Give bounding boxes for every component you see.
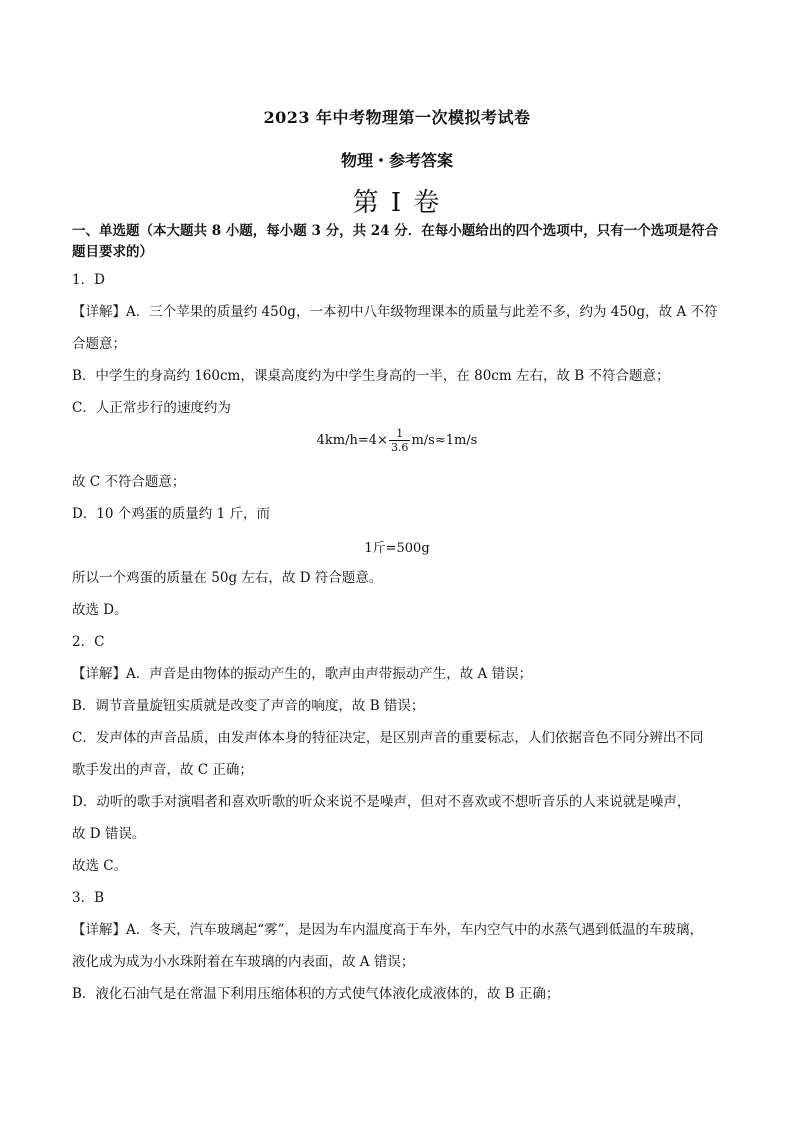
q2-option-b: B．调节音量旋钮实质就是改变了声音的响度，故 B 错误；: [72, 698, 425, 714]
q1-option-b: B．中学生的身高约 160cm，课桌高度约为中学生身高的一半，在 80cm 左右，故 B 不符合题意；: [72, 368, 670, 384]
q1-option-d-conclusion: 所以一个鸡蛋的质量在 50g 左右，故 D 符合题意。: [72, 570, 383, 586]
q3-option-a-line1: 【详解】A．冬天，汽车玻璃起“雾”，是因为车内温度高于车外，车内空气中的水蒸气遇到低温的车玻璃，: [72, 922, 704, 938]
q1-formula-mass: 1斤=500g: [364, 541, 430, 556]
q2-option-a: 【详解】A．声音是由物体的振动产生的，歌声由声带振动产生，故 A 错误；: [72, 666, 533, 682]
formula-left: 4km/h=4×: [316, 433, 388, 448]
q2-option-c-line1: C．发声体的声音品质，由发声体本身的特征决定，是区别声音的重要标志，人们依据音色不同分辨出不同: [72, 730, 704, 746]
q2-option-d-line2: 故 D 错误。: [72, 826, 146, 842]
q2-number: 2．C: [72, 634, 105, 650]
formula-fraction: [389, 427, 411, 454]
q1-option-c-conclusion: 故 C 不符合题意；: [72, 474, 186, 490]
fraction-denominator: 3.6: [390, 441, 409, 454]
volume-heading: 第 I 卷: [352, 188, 442, 218]
q2-choice: 故选 C。: [72, 858, 128, 874]
q1-option-a-line2: 合题意；: [72, 336, 126, 352]
q3-option-a-line2: 液化成为成为小水珠附着在车玻璃的内表面，故 A 错误；: [72, 954, 415, 970]
fraction-numerator: 1: [389, 427, 411, 441]
q1-option-a-line1: 【详解】A．三个苹果的质量约 450g，一本初中八年级物理课本的质量与此差不多，约为 450g，故 A 不符: [72, 304, 718, 320]
q1-option-c: C．人正常步行的速度约为: [72, 400, 231, 416]
q1-number: 1．D: [72, 272, 105, 288]
q1-formula-speed: [0, 427, 794, 454]
q2-option-c-line2: 歌手发出的声音，故 C 正确；: [72, 762, 253, 778]
q3-number: 3．B: [72, 890, 105, 906]
document-subtitle: 物理・参考答案: [340, 151, 453, 170]
formula-right: m/s≈1m/s: [411, 433, 478, 448]
q1-choice: 故选 D。: [72, 602, 128, 618]
q3-option-b: B．液化石油气是在常温下利用压缩体积的方式使气体液化成液体的，故 B 正确；: [72, 986, 560, 1002]
q1-option-d: D．10 个鸡蛋的质量约 1 斤，而: [72, 506, 270, 522]
q2-option-d-line1: D．动听的歌手对演唱者和喜欢听歌的听众来说不是噪声，但对不喜欢或不想听音乐的人来说就是噪声，: [72, 794, 691, 810]
section-heading: 一、单选题（本大题共 8 小题，每小题 3 分，共 24 分．在每小题给出的四个选项中，只有一个选项是符合题目要求的）: [72, 223, 719, 260]
document-title: 2023 年中考物理第一次模拟考试卷: [263, 108, 531, 127]
